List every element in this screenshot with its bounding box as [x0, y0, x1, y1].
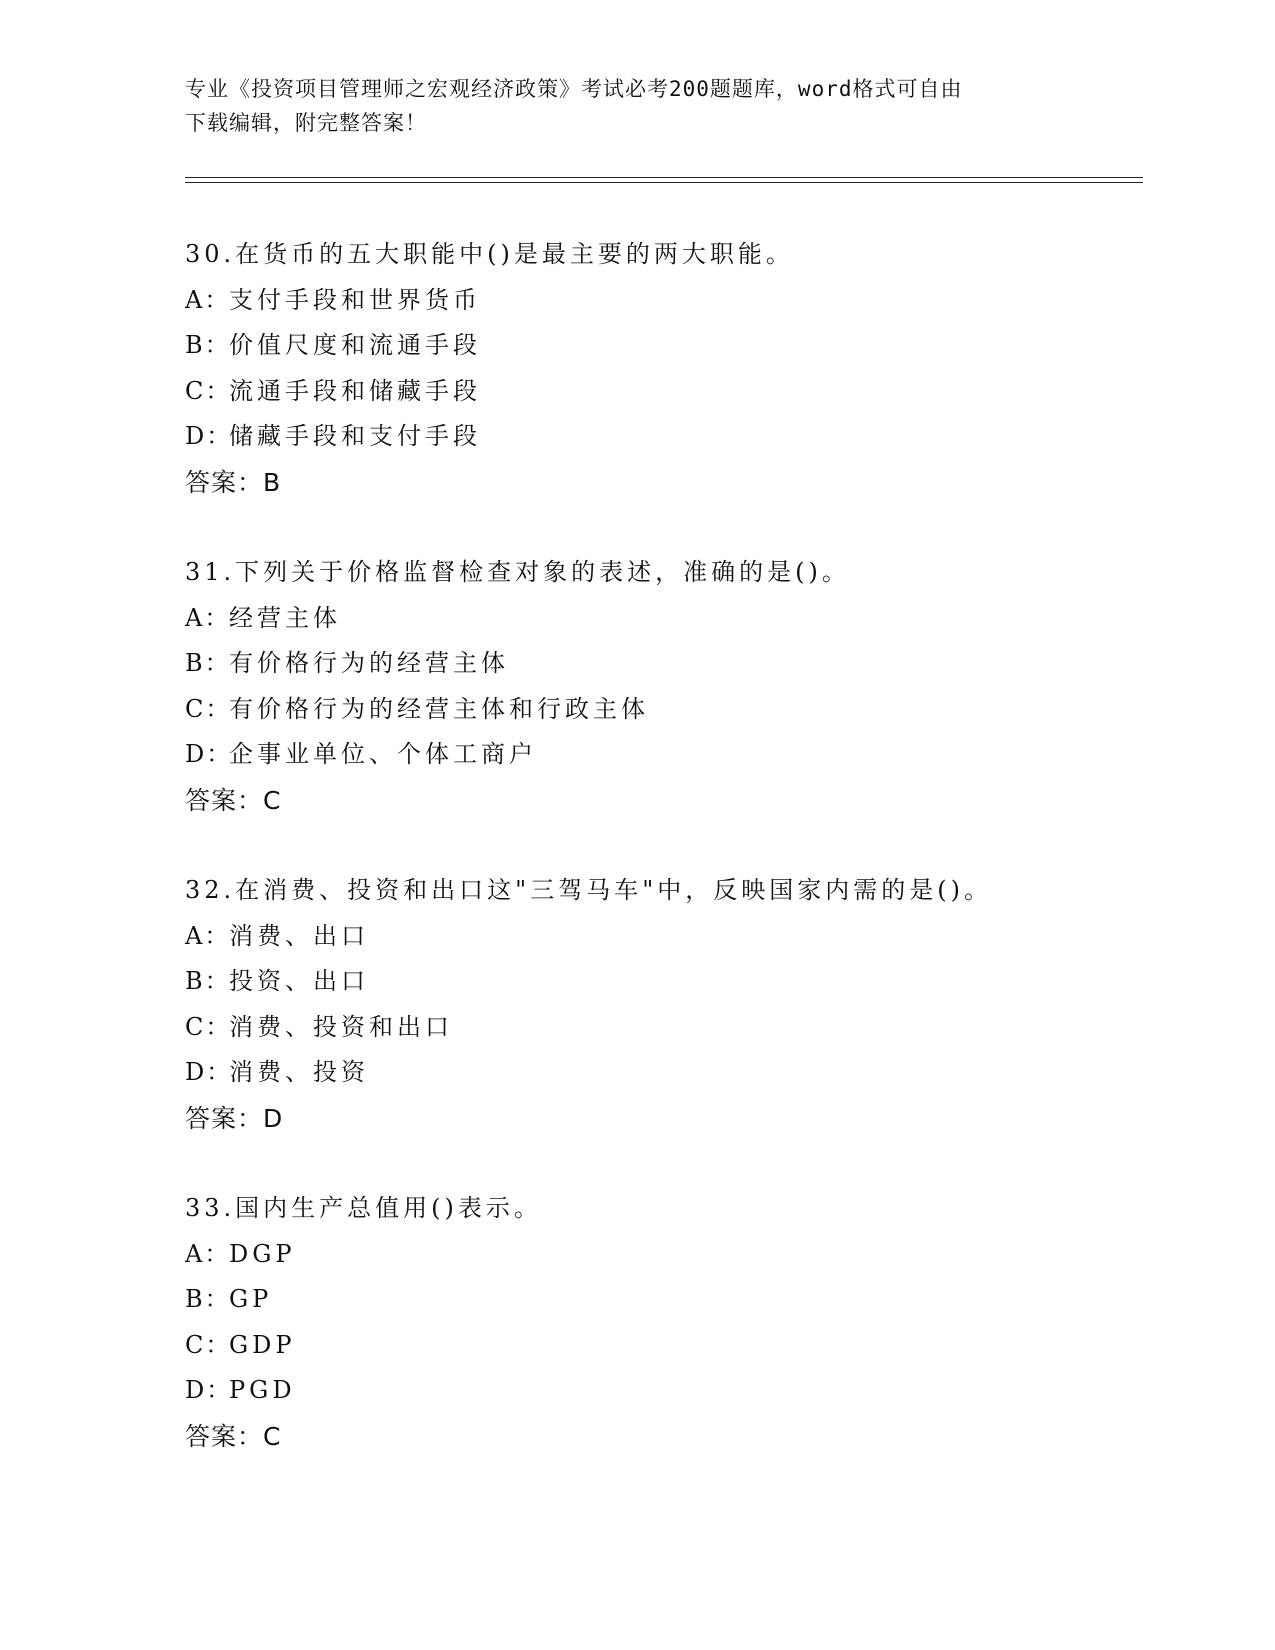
- header-line-1: 专业《投资项目管理师之宏观经济政策》考试必考200题题库，word格式可自由: [185, 77, 963, 101]
- option-key: B：: [185, 967, 231, 995]
- answer-line: 答案：C: [185, 785, 282, 815]
- option-text: 储藏手段和支付手段: [229, 422, 481, 450]
- option-text: 价值尺度和流通手段: [229, 331, 481, 359]
- option-c: [185, 369, 1135, 415]
- option-d: [185, 1050, 1135, 1096]
- question-33: [185, 1186, 1135, 1459]
- question-32: [185, 868, 1135, 1141]
- option-key: D：: [185, 422, 233, 450]
- option-text: 经营主体: [229, 603, 341, 632]
- option-a: [185, 596, 1135, 642]
- question-list: [185, 232, 1135, 1504]
- option-text: 企事业单位、个体工商户: [229, 740, 537, 768]
- option-key: D：: [185, 1376, 233, 1404]
- option-text: 消费、投资: [229, 1058, 369, 1086]
- option-key: D：: [185, 1058, 233, 1086]
- option-text: PGD: [229, 1376, 296, 1404]
- header-rule-top: [185, 177, 1143, 178]
- question-stem: 31.下列关于价格监督检查对象的表述，准确的是()。: [185, 558, 850, 586]
- option-text: 消费、出口: [229, 921, 369, 950]
- option-c: [185, 1005, 1135, 1051]
- answer-line: 答案：D: [185, 1103, 284, 1133]
- question-stem: 32.在消费、投资和出口这"三驾马车"中，反映国家内需的是()。: [185, 876, 992, 904]
- option-key: D：: [185, 740, 233, 768]
- option-a: [185, 278, 1135, 324]
- option-b: [185, 1277, 1135, 1323]
- option-key: B：: [185, 649, 231, 677]
- option-text: 消费、投资和出口: [229, 1012, 453, 1041]
- option-key: C：: [185, 376, 232, 405]
- option-c: [185, 687, 1135, 733]
- option-b: [185, 641, 1135, 687]
- option-key: B：: [185, 331, 231, 359]
- option-key: C：: [185, 694, 232, 723]
- option-c: [185, 1323, 1135, 1369]
- question-31: [185, 550, 1135, 823]
- option-text: GP: [229, 1285, 273, 1313]
- option-b: [185, 323, 1135, 369]
- document-header: [185, 72, 1065, 140]
- option-key: C：: [185, 1330, 232, 1359]
- option-a: [185, 914, 1135, 960]
- option-text: DGP: [229, 1239, 296, 1268]
- header-line-2: 下载编辑，附完整答案！: [185, 111, 427, 135]
- option-b: [185, 959, 1135, 1005]
- option-key: A：: [185, 921, 231, 950]
- option-key: C：: [185, 1012, 232, 1041]
- header-rule-bottom: [185, 182, 1143, 183]
- option-d: [185, 414, 1135, 460]
- option-text: 投资、出口: [229, 967, 369, 995]
- option-a: [185, 1232, 1135, 1278]
- question-30: [185, 232, 1135, 505]
- option-key: A：: [185, 285, 231, 314]
- option-d: [185, 732, 1135, 778]
- option-key: A：: [185, 603, 231, 632]
- answer-line: 答案：B: [185, 467, 282, 497]
- option-text: GDP: [229, 1330, 296, 1359]
- option-text: 支付手段和世界货币: [229, 285, 481, 314]
- option-key: B：: [185, 1285, 231, 1313]
- option-text: 流通手段和储藏手段: [229, 376, 481, 405]
- question-stem: 30.在货币的五大职能中()是最主要的两大职能。: [185, 240, 794, 268]
- answer-line: 答案：C: [185, 1421, 282, 1451]
- option-d: [185, 1368, 1135, 1414]
- option-text: 有价格行为的经营主体: [229, 649, 509, 677]
- option-key: A：: [185, 1239, 231, 1268]
- question-stem: 33.国内生产总值用()表示。: [185, 1194, 542, 1222]
- option-text: 有价格行为的经营主体和行政主体: [229, 694, 649, 723]
